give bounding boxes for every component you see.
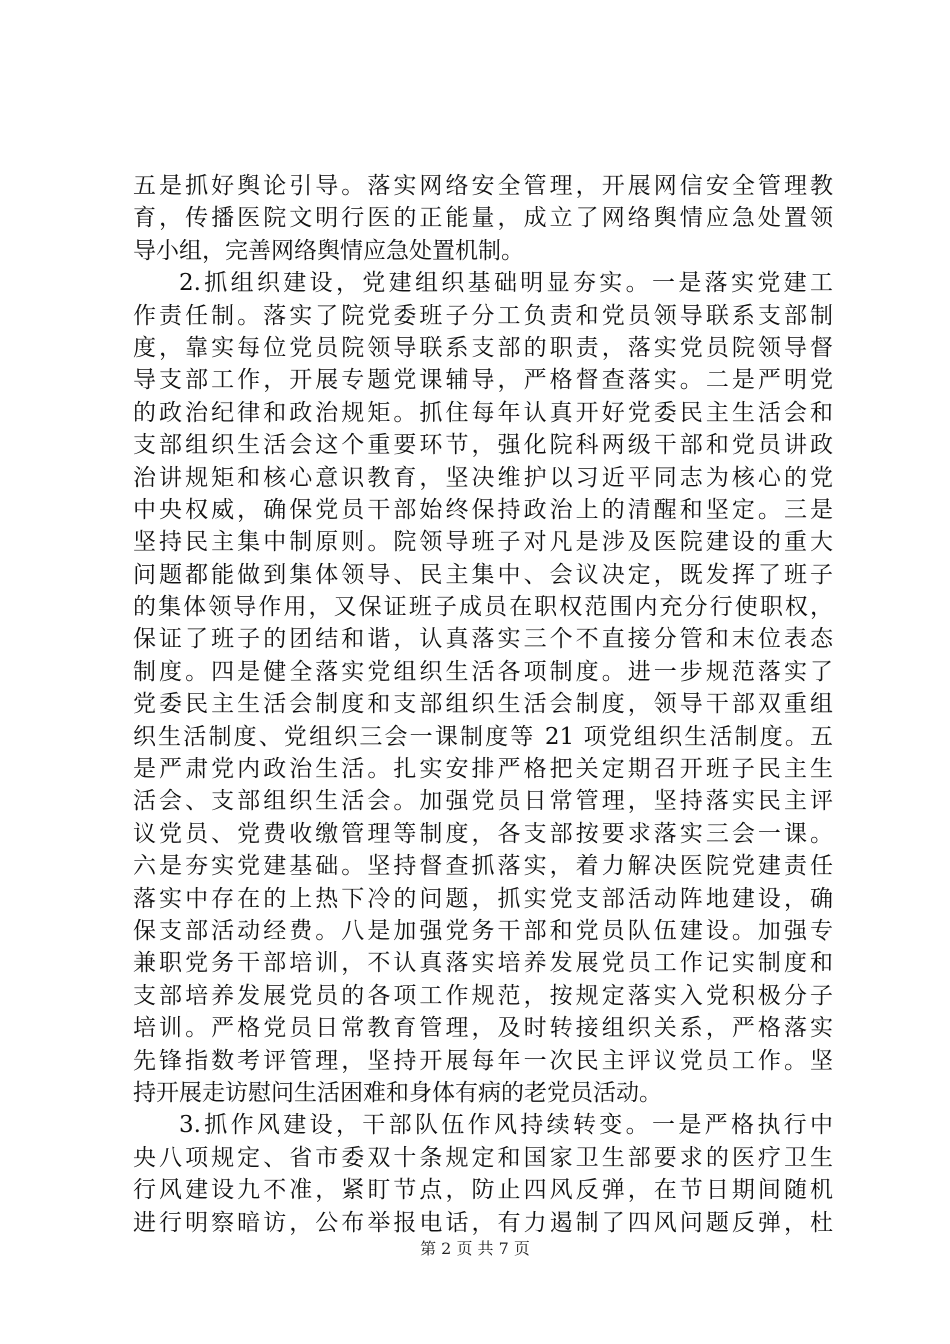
text-line: 培训。严格党员日常教育管理，及时转接组织关系，严格落实	[133, 1015, 833, 1042]
text-line: 进行明察暗访，公布举报电话，有力遏制了四风问题反弹，杜	[133, 1209, 833, 1236]
text-line: 落实中存在的上热下冷的问题，抓实党支部活动阵地建设，确	[133, 885, 833, 912]
text-line: 导支部工作，开展专题党课辅导，严格督查落实。二是严明党	[133, 367, 833, 394]
text-line: 兼职党务干部培训，不认真落实培养发展党员工作记实制度和	[133, 950, 833, 977]
text-line: 的集体领导作用，又保证班子成员在职权范围内充分行使职权，	[133, 594, 833, 621]
text-line: 持开展走访慰问生活困难和身体有病的老党员活动。	[133, 1079, 662, 1106]
text-line: 制度。四是健全落实党组织生活各项制度。进一步规范落实了	[133, 658, 833, 685]
paragraph	[133, 170, 833, 267]
text-line: 育，传播医院文明行医的正能量，成立了网络舆情应急处置领	[133, 205, 833, 232]
text-line: 治讲规矩和核心意识教育，坚决维护以习近平同志为核心的党	[133, 464, 833, 491]
text-line: 坚持民主集中制原则。院领导班子对凡是涉及医院建设的重大	[133, 529, 833, 556]
text-line: 度，靠实每位党员院领导联系支部的职责，落实党员院领导督	[133, 334, 833, 361]
text-line: 央八项规定、省市委双十条规定和国家卫生部要求的医疗卫生	[133, 1144, 833, 1171]
text-line: 先锋指数考评管理，坚持开展每年一次民主评议党员工作。坚	[133, 1047, 833, 1074]
text-line: 六是夯实党建基础。坚持督查抓落实，着力解决医院党建责任	[133, 853, 833, 880]
text-line: 保证了班子的团结和谐，认真落实三个不直接分管和末位表态	[133, 626, 833, 653]
text-line: 支部培养发展党员的各项工作规范，按规定落实入党积极分子	[133, 982, 833, 1009]
text-line: 作责任制。落实了院党委班子分工负责和党员领导联系支部制	[133, 302, 833, 329]
text-line: 议党员、党费收缴管理等制度，各支部按要求落实三会一课。	[133, 820, 833, 847]
text-line: 问题都能做到集体领导、民主集中、会议决定，既发挥了班子	[133, 561, 833, 588]
paragraph	[133, 1109, 833, 1239]
text-line: 织生活制度、党组织三会一课制度等 21 项党组织生活制度。五	[133, 723, 833, 750]
text-line: 行风建设九不准，紧盯节点，防止四风反弹，在节日期间随机	[133, 1177, 833, 1204]
page-footer: 第 2 页 共 7 页	[420, 1239, 530, 1258]
text-line: 是严肃党内政治生活。扎实安排严格把关定期召开班子民主生	[133, 756, 833, 783]
text-line: 支部组织生活会这个重要环节，强化院科两级干部和党员讲政	[133, 432, 833, 459]
paragraph	[133, 267, 833, 1109]
text-line: 五是抓好舆论引导。落实网络安全管理，开展网信安全管理教	[133, 173, 833, 199]
text-line: 3.抓作风建设，干部队伍作风持续转变。一是严格执行中	[179, 1112, 833, 1139]
text-line: 党委民主生活会制度和支部组织生活会制度，领导干部双重组	[133, 691, 833, 718]
text-line: 的政治纪律和政治规矩。抓住每年认真开好党委民主生活会和	[133, 399, 833, 426]
text-line: 活会、支部组织生活会。加强党员日常管理，坚持落实民主评	[133, 788, 833, 815]
text-line: 保支部活动经费。八是加强党务干部和党员队伍建设。加强专	[133, 917, 833, 944]
text-line: 中央权威，确保党员干部始终保持政治上的清醒和坚定。三是	[133, 496, 833, 523]
text-line: 2.抓组织建设，党建组织基础明显夯实。一是落实党建工	[179, 270, 833, 297]
body-text	[133, 170, 833, 1239]
text-line: 导小组，完善网络舆情应急处置机制。	[133, 237, 524, 264]
